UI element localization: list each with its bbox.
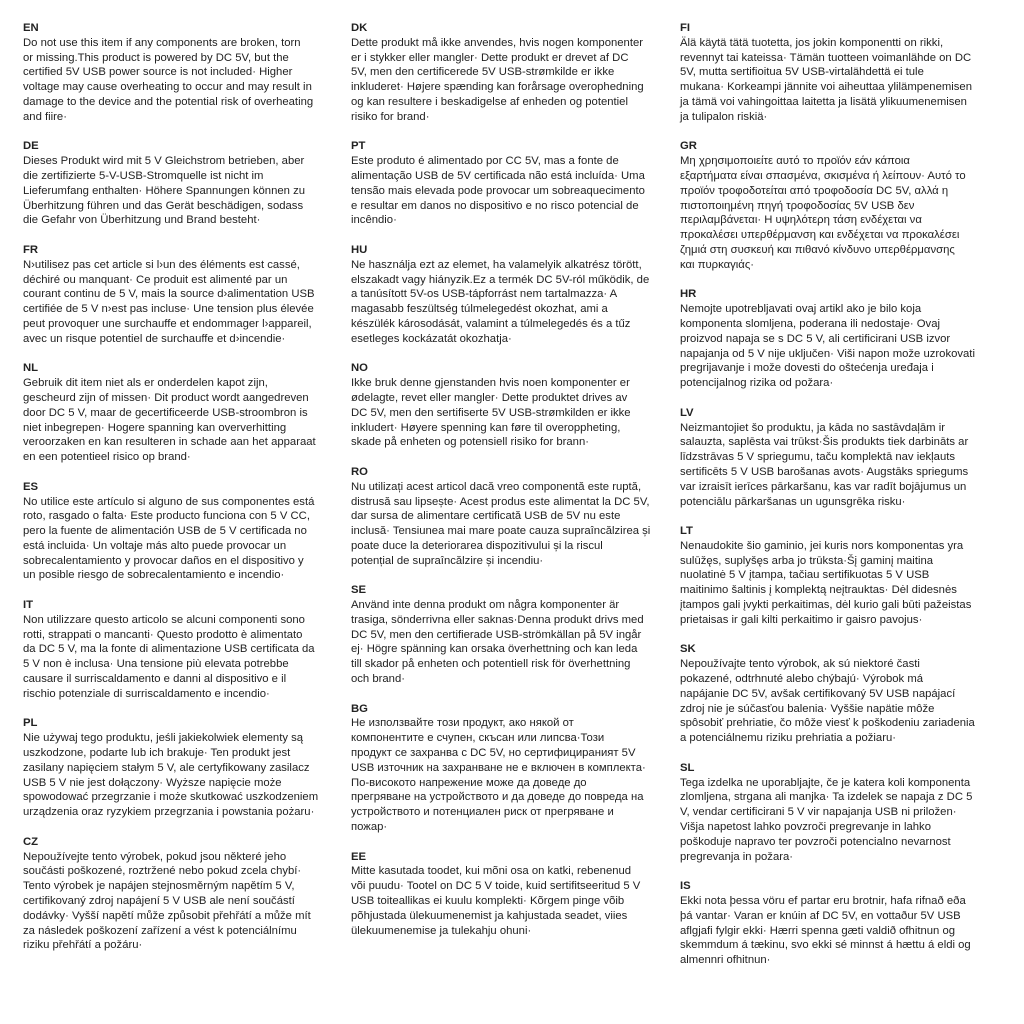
warning-text-line: a potenciálnemu riziku prehriatia a požiaru· [680, 732, 897, 745]
warning-text-line: Nemojte upotrebljavati ovaj artikl ako je bilo koja [680, 303, 922, 316]
warning-text-line: ülekuumenemise ja tulekahju ohuni· [351, 924, 532, 937]
warning-text-line: incêndio· [351, 214, 397, 227]
warning-section-is [680, 879, 1010, 968]
warning-text-line: causare il surriscaldamento e danni al dispositivo e il [23, 673, 287, 686]
language-code: PT [351, 140, 366, 153]
warning-text-line: voltage may cause overheating to occur and may result in [23, 81, 312, 94]
language-code: FR [23, 243, 39, 256]
warning-text-line: prietaisas ir gali kilti perkaitimo ir gaisro pavojus· [680, 613, 923, 626]
warning-text-line: déchiré ou manquant· Ce produit est alimenté par un [23, 273, 288, 286]
warning-text-line: készülék károsodását, valamint a túlmelegedés és a tűz [351, 317, 631, 330]
warning-text-line: esetleges kockázatát okozhatja· [351, 332, 512, 345]
warning-text-line: urządzenia oraz ryzykiem przegrzania i powstania pożaru· [23, 806, 315, 819]
warning-text-line: įtampos gali įvykti perkaitimas, dėl kurio gali būti pažeistas [680, 599, 972, 612]
warning-text-line: Višja napetost lahko povzroči pregrevanje in lahko [680, 821, 931, 834]
warning-text-line: niet inbegrepen· Hogere spanning kan oververhitting [23, 421, 287, 434]
warning-text-line: skade på enheten og potensiell risiko for brann· [351, 436, 590, 449]
warning-section-se [351, 583, 681, 687]
warning-text-line: Använd inte denna produkt om några komponenter är [351, 599, 620, 612]
warning-text-line: and fiire· [23, 110, 67, 123]
language-code: EE [351, 850, 367, 863]
warning-text-line: Не използвайте този продукт, ако някой от [351, 717, 574, 730]
warning-text-line: ødelagte, revet eller mangler· Dette produktet drives av [351, 391, 628, 404]
warning-text-line: pero la fuente de alimentación USB de 5 V certificada no [23, 525, 307, 538]
column-2 [351, 21, 681, 953]
language-code: LV [680, 406, 694, 419]
warning-text-line: avec un risque potentiel de surchauffe et d›incendie· [23, 332, 286, 345]
warning-text-line: nuolatinė 5 V įtampa, tačiau sertifikuotas 5 V USB [680, 569, 930, 582]
language-code: LT [680, 525, 693, 538]
warning-text-line: or missing.This product is powered by DC 5V, but the [23, 51, 289, 64]
warning-text-line: e resultar em danos no dispositivo e no risco potencial de [351, 199, 639, 212]
warning-text-line: revennyt tai kateissa· Tämän tuotteen voimanlähde on DC [680, 51, 972, 64]
warning-section-es [23, 480, 353, 584]
warning-text-line: er i stykker eller mangler· Dette produkt er drevet af DC [351, 51, 629, 64]
warning-section-bg [351, 702, 681, 835]
warning-text-line: пожар· [351, 821, 388, 834]
warning-text-line: součásti poškozené, roztržené nebo pokud zcela chybí· [23, 865, 302, 878]
warning-text-line: skemmdum á tækinu, svo ekki sé minnst á hættu á eldi og [680, 939, 971, 952]
warning-text-line: Do not use this item if any components are broken, torn [23, 36, 301, 49]
warning-text-line: устройството и потенциален риск от прегряване и [351, 806, 614, 819]
warning-text-line: εξαρτήματα είναι σπασμένα, σκισμένα ή λείπουν· Αυτό το [680, 169, 966, 182]
warning-text-line: pregrijavanje i može dovesti do oštećenja uređaja i [680, 362, 934, 375]
warning-text-line: maitinimo šaltinis į komplektą neįtrauktas· Dėl didesnės [680, 584, 957, 597]
warning-text-line: DC 5V, men den certifierade USB-strömkällan på 5V ingår [351, 628, 642, 641]
language-code: IS [680, 880, 691, 893]
warning-text-line: courant continu de 5 V, mais la source d›alimentation USB [23, 288, 315, 301]
warning-text-line: inkludert· Høyere spenning kan føre til overoppheting, [351, 421, 621, 434]
warning-text-line: rischio potenziale di surriscaldamento e incendio· [23, 687, 270, 700]
warning-text-line: die zertifizierte 5-V-USB-Stromquelle ist nicht im [23, 169, 264, 182]
warning-text-line: N›utilisez pas cet article si l›un des éléments est cassé, [23, 258, 300, 271]
warning-text-line: inclusă· Tensiunea mai mare poate cauza supraîncălzirea și [351, 525, 651, 538]
warning-section-lt [680, 524, 1010, 628]
warning-text-line: gescheurd zijn of missen· Dit product wordt aangedreven [23, 391, 309, 404]
warning-text-line: прегряване на устройството и да доведе до повреда на [351, 791, 644, 804]
warning-text-line: USB 5 V nie jest dołączony· Wyższe napięcie może [23, 776, 282, 789]
warning-text-line: Älä käytä tätä tuotetta, jos jokin komponentti on rikki, [680, 36, 944, 49]
language-code: GR [680, 140, 697, 153]
warning-text-line: Non utilizzare questo articolo se alcuni componenti sono [23, 613, 305, 626]
warning-text-line: napájanie DC 5V, avšak certifikovaný 5V USB napájací [680, 687, 956, 700]
warning-text-line: pregrevanja in požara· [680, 850, 794, 863]
warning-text-line: un posible riesgo de sobrecalentamiento e incendio· [23, 569, 285, 582]
warning-text-line: inkluderet· Højere spænding kan forårsage overophedning [351, 81, 644, 94]
language-code: HU [351, 243, 368, 256]
warning-text-line: Nepoužívejte tento výrobek, pokud jsou některé jeho [23, 850, 287, 863]
warning-text-line: USB източник на захранване не е включен в комплекта· [351, 761, 646, 774]
warning-text-line: þá vantar· Varan er knúin af DC 5V, en vottaður 5V USB [680, 909, 961, 922]
warning-text-line: компонентите е счупен, скъсан или липсва·Този [351, 732, 605, 745]
language-code: FI [680, 22, 691, 34]
warning-text-line: Ne használja ezt az elemet, ha valamelyik alkatrész törött, [351, 258, 642, 271]
warning-text-line: Nenaudokite šio gaminio, jei kuris nors komponentas yra [680, 539, 964, 552]
warning-text-line: Mitte kasutada toodet, kui mõni osa on katki, rebenenud [351, 865, 632, 878]
warning-text-line: Dette produkt må ikke anvendes, hvis nogen komponenter [351, 36, 644, 49]
warning-text-line: trasiga, sönderrivna eller saknas·Denna produkt drivs med [351, 613, 644, 626]
warning-text-line: Ikke bruk denne gjenstanden hvis noen komponenter er [351, 377, 630, 390]
warning-text-line: aflgjafi fylgir ekki· Hærri spenna gæti valdið ofhitnun og [680, 924, 956, 937]
warning-text-line: πιστοποιημένη πηγή τροφοδοσίας 5V USB δεν [680, 199, 915, 212]
warning-section-pt [351, 139, 681, 228]
warning-text-line: продукт се захранва с DC 5V, но сертифицираният 5V [351, 747, 636, 760]
warning-text-line: potencijalnog rizika od požara· [680, 377, 834, 390]
warning-text-line: za následek poškození zařízení a vést k potenciálnímu [23, 924, 297, 937]
language-code: EN [23, 22, 39, 34]
warning-section-hu [351, 243, 681, 347]
warning-text-line: risiko for brand· [351, 110, 430, 123]
warning-text-line: USB toiteallikas ei kuulu komplekti· Kõrgem pinge võib [351, 895, 625, 908]
warning-text-line: Este produto é alimentado por CC 5V, mas a fonte de [351, 155, 619, 168]
warning-section-de [23, 139, 353, 228]
warning-text-line: περιλαμβάνεται· Η υψηλότερη τάση ενδέχεται να [680, 214, 922, 227]
warning-text-line: līdzstrāvas 5 V spriegumu, taču komplektā nav iekļauts [680, 451, 956, 464]
warning-text-line: Nu utilizați acest articol dacă vreo componentă este ruptă, [351, 480, 642, 493]
language-code: NL [23, 362, 39, 375]
language-code: IT [23, 599, 34, 612]
warning-text-line: napajanja od 5 V nije uključen· Viši napon može uzrokovati [680, 347, 975, 360]
warning-text-line: ζημιά στη συσκευή και πιθανό κίνδυνο υπερθέρμανσης [680, 243, 955, 256]
warning-section-lv [680, 406, 1010, 510]
warning-text-line: está incluida· Un voltaje más alto puede provocar un [23, 539, 287, 552]
warning-section-dk [351, 21, 681, 125]
warning-text-line: var izraisīt ierīces pārkaršanu, kas var radīt bojājumus un [680, 480, 967, 493]
warning-text-line: 5 V non è inclusa· Una tensione più elevata potrebbe [23, 658, 289, 671]
warning-section-ee [351, 850, 681, 939]
warning-text-line: certifikovaný zdroj napájení 5 V USB ale není součástí [23, 895, 295, 908]
warning-text-line: salauzta, saplēsta vai trūkst·Šis produkts tiek darbināts ar [680, 436, 969, 449]
warning-text-line: dar sursa de alimentare certificată USB de 5V nu este [351, 510, 621, 523]
warning-section-pl [23, 716, 353, 820]
warning-text-line: distrusă sau lipsește· Acest produs este alimentat la DC 5V, [351, 495, 650, 508]
warning-text-line: sertificēts 5 V USB barošanas avots· Augstāks spriegums [680, 465, 969, 478]
warning-text-line: poate duce la deteriorarea dispozitivului și la riscul [351, 539, 603, 552]
warning-section-en [23, 21, 353, 125]
warning-text-line: 5V, mutta sertifioitua 5V USB-virtalähdettä ei tule [680, 66, 924, 79]
language-code: SK [680, 643, 696, 656]
warning-text-line: spôsobiť prehriatie, čo môže viesť k poškodeniu zariadenia [680, 717, 975, 730]
warning-text-line: По-високото напрежение може да доведе до [351, 776, 587, 789]
warning-section-ro [351, 465, 681, 569]
warning-text-line: potenciālu pārkaršanas un ugunsgrēka risku· [680, 495, 906, 508]
warning-text-line: Dieses Produkt wird mit 5 V Gleichstrom betrieben, aber [23, 155, 305, 168]
warning-text-line: Tega izdelka ne uporabljajte, če je katera koli komponenta [680, 776, 971, 789]
warning-text-line: zlomljena, strgana ali manjka· Ta izdelek se napaja z DC 5 [680, 791, 973, 804]
warning-text-line: magasabb feszültség túlmelegedést okozhat, ami a [351, 303, 608, 316]
warning-text-line: Lieferumfang enthalten· Höhere Spannungen können zu [23, 184, 306, 197]
warning-section-sl [680, 761, 1010, 865]
warning-section-it [23, 598, 353, 702]
language-code: SL [680, 761, 695, 774]
warning-text-line: Nie używaj tego produktu, jeśli jakiekolwiek elementy są [23, 732, 304, 745]
warning-section-fi [680, 21, 1010, 125]
language-code: PL [23, 717, 38, 730]
warning-text-line: peut provoquer une surchauffe et endommager l›appareil, [23, 317, 312, 330]
warning-text-line: och brand· [351, 673, 406, 686]
warning-text-line: spowodować przegrzanie i może skutkować uszkodzeniem [23, 791, 319, 804]
warning-section-gr [680, 139, 1010, 272]
warning-text-line: ja tulipalon riskiä· [680, 110, 768, 123]
column-3 [680, 21, 1010, 983]
warning-text-line: προϊόν τροφοδοτείται από τροφοδοσία DC 5V, αλλά η [680, 184, 949, 197]
warning-text-line: sobrecalentamiento y provocar daños en el dispositivo y [23, 554, 304, 567]
warning-text-line: certifiée de 5 V n›est pas incluse· Une tension plus élevée [23, 303, 314, 316]
warning-text-line: tensão mais elevada pode provocar um sobreaquecimento [351, 184, 645, 197]
language-code: BG [351, 702, 368, 715]
language-code: RO [351, 465, 368, 478]
warning-text-line: ej· Högre spänning kan orsaka överhettning och kan leda [351, 643, 638, 656]
column-1 [23, 21, 353, 968]
language-code: CZ [23, 835, 39, 848]
warning-text-line: damage to the device and the potential risk of overheating [23, 95, 314, 108]
warning-text-line: uszkodzone, podarte lub ich brakuje· Ten produkt jest [23, 747, 291, 760]
warning-text-line: riziku přehřátí a požáru· [23, 939, 143, 952]
warning-section-hr [680, 287, 1010, 391]
warning-text-line: DC 5V, men den sertifiserte 5V USB-strømkilden er ikke [351, 406, 631, 419]
warning-text-line: προκαλέσει υπερθέρμανση και ενδέχεται να προκαλέσει [680, 229, 960, 242]
warning-text-line: zasilany napięciem stałym 5 V, ale certyfikowany zasilacz [23, 761, 310, 774]
warning-text-line: pokazené, odtrhnuté alebo chýbajú· Výrobok má [680, 673, 924, 686]
warning-text-line: komponenta slomljena, poderana ili nedostaje· Ovaj [680, 317, 940, 330]
warning-text-line: veroorzaken en kan resulteren in schade aan het apparaat [23, 436, 316, 449]
warning-section-fr [23, 243, 353, 347]
warning-text-line: potențial de supraîncălzire și incendiu· [351, 554, 544, 567]
warning-text-line: Ekki nota þessa vöru ef partar eru brotnir, hafa rifnað eða [680, 895, 966, 908]
warning-text-line: a tanúsított 5V-os USB-tápforrást nem tartalmazza· A [351, 288, 618, 301]
language-code: HR [680, 288, 697, 301]
warning-text-line: Μη χρησιμοποιείτε αυτό το προϊόν εάν κάποια [680, 155, 910, 168]
warning-text-line: roto, rasgado o falta· Este producto funciona con 5 V CC, [23, 510, 310, 523]
warning-text-line: rotti, strappati o mancanti· Questo prodotto è alimentato [23, 628, 303, 641]
warning-text-line: No utilice este artículo si alguno de sus componentes está [23, 495, 315, 508]
warning-text-line: zdroj nie je súčasťou balenia· Vyššie napätie môže [680, 702, 935, 715]
warning-text-line: põhjustada ülekuumenemist ja kahjustada seadet, viies [351, 909, 628, 922]
warning-text-line: 5V, men den certificerede 5V USB-strømkilde er ikke [351, 66, 615, 79]
warning-text-line: proizvod napaja se s DC 5 V, ali certificirani USB izvor [680, 332, 951, 345]
warning-text-line: dodávky· Vyšší napětí může způsobit přehřátí a může mít [23, 909, 311, 922]
warning-section-cz [23, 835, 353, 953]
language-code: SE [351, 584, 367, 597]
warning-text-line: door DC 5 V, maar de gecertificeerde USB-stroombron is [23, 406, 308, 419]
warning-text-line: Gebruik dit item niet als er onderdelen kapot zijn, [23, 377, 268, 390]
warning-text-line: sulūžęs, suplyšęs arba jo trūksta·Šį gaminį maitina [680, 554, 934, 567]
warning-text-line: mukana· Korkeampi jännite voi aiheuttaa ylilämpenemisen [680, 81, 972, 94]
language-code: DE [23, 140, 39, 153]
language-code: NO [351, 362, 368, 375]
warning-text-line: V, vendar certificirani 5 V vir napajanja USB ni priložen· [680, 806, 957, 819]
warning-text-line: ja tämä voi vahingoittaa laitetta ja lisätä ylikuumenemisen [680, 95, 967, 108]
warning-text-line: og kan resultere i beskadigelse af enheden og potentiel [351, 95, 628, 108]
warning-text-line: Tento výrobek je napájen stejnosměrným napětím 5 V, [23, 880, 295, 893]
warning-section-sk [680, 642, 1010, 746]
warning-section-no [351, 361, 681, 450]
language-code: DK [351, 22, 368, 34]
warning-text-line: almennri ofhitnun· [680, 954, 771, 967]
warning-text-line: Überhitzung führen und das Gerät beschädigen, sodass [23, 199, 304, 212]
warning-text-line: alimentação USB de 5V certificada não está incluída· Uma [351, 169, 645, 182]
warning-text-line: till skador på enheten och potentiell risk för överhettning [351, 658, 631, 671]
warning-text-line: και πυρκαγιάς· [680, 258, 755, 271]
warning-text-line: en een potentieel risico op brand· [23, 451, 191, 464]
language-code: ES [23, 480, 39, 493]
warning-text-line: elszakadt vagy hiányzik.Ez a termék DC 5V-ról működik, de [351, 273, 650, 286]
warning-text-line: Neizmantojiet šo produktu, ja kāda no sastāvdaļām ir [680, 421, 945, 434]
warning-section-nl [23, 361, 353, 465]
warning-text-line: da DC 5 V, ma la fonte di alimentazione USB certificata da [23, 643, 315, 656]
warning-text-line: Nepoužívajte tento výrobok, ak sú niektoré časti [680, 658, 920, 671]
warning-text-line: certified 5V USB power source is not included· Higher [23, 66, 293, 79]
warning-text-line: või puudu· Tootel on DC 5 V toide, kuid sertifitseeritud 5 V [351, 880, 641, 893]
warning-text-line: poškoduje napravo ter povzroči potencialno nevarnost [680, 835, 951, 848]
warning-text-line: die Gefahr von Überhitzung und Brand besteht· [23, 214, 261, 227]
